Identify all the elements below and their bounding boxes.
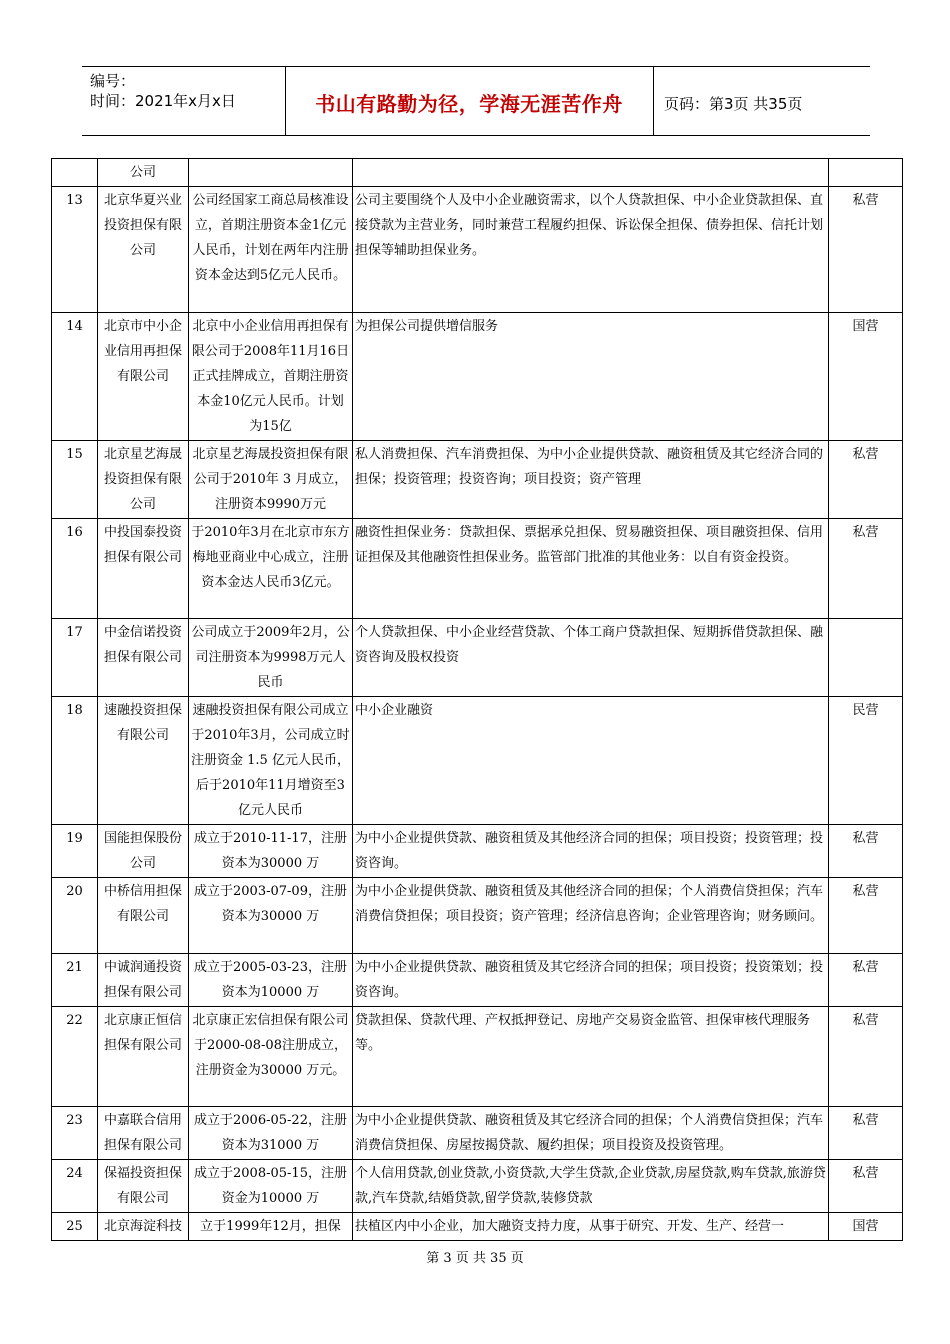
table-row [52,697,903,825]
row-number: 20 [52,878,98,954]
table-row [52,878,903,954]
table-row [52,954,903,1007]
table-row [52,159,903,187]
header-motto: 书山有路勤为径，学海无涯苦作舟 [315,92,623,116]
row-number: 18 [52,697,98,825]
company-name: 国能担保股份公司 [98,825,189,878]
company-name: 中嘉联合信用担保有限公司 [98,1107,189,1160]
company-intro: 立于1999年12月，担保 [189,1213,353,1241]
company-intro: 公司经国家工商总局核准设立，首期注册资本金1亿元人民币，计划在两年内注册资本金达到5亿元人民币。 [189,187,353,313]
business-scope [353,159,829,187]
company-intro: 成立于2008-05-15，注册资金为10000 万 [189,1160,353,1213]
company-name: 中金信诺投资担保有限公司 [98,619,189,697]
company-name: 北京星艺海晟投资担保有限公司 [98,441,189,519]
company-intro: 北京中小企业信用再担保有限公司于2008年11月16日正式挂牌成立，首期注册资本金10亿元人民币。计划为15亿 [189,313,353,441]
ownership-type: 私营 [829,954,903,1007]
ownership-type: 私营 [829,1160,903,1213]
header-divider [653,66,654,136]
company-intro: 于2010年3月在北京市东方梅地亚商业中心成立，注册资本金达人民币3亿元。 [189,519,353,619]
ownership-type: 私营 [829,825,903,878]
row-number: 25 [52,1213,98,1241]
company-table [51,158,903,1241]
company-intro [189,159,353,187]
row-number: 22 [52,1007,98,1107]
company-name: 保福投资担保有限公司 [98,1160,189,1213]
page-footer: 第 3 页 共 35 页 [426,1251,524,1266]
table-row [52,1213,903,1241]
ownership-type: 国营 [829,1213,903,1241]
business-scope: 中小企业融资 [353,697,829,825]
ownership-type: 国营 [829,313,903,441]
ownership-type: 私营 [829,441,903,519]
business-scope: 为担保公司提供增信服务 [353,313,829,441]
company-name: 中诚润通投资担保有限公司 [98,954,189,1007]
table-row [52,619,903,697]
business-scope: 贷款担保、贷款代理、产权抵押登记、房地产交易资金监管、担保审核代理服务等。 [353,1007,829,1107]
page-header [82,66,870,136]
row-number: 13 [52,187,98,313]
table-row [52,1160,903,1213]
number-label: 编号： [90,72,136,90]
row-number: 19 [52,825,98,878]
ownership-type [829,159,903,187]
ownership-type [829,619,903,697]
business-scope: 为中小企业提供贷款、融资租赁及其它经济合同的担保；个人消费信贷担保；汽车消费信贷担保、房屋按揭贷款、履约担保；项目投资及投资管理。 [353,1107,829,1160]
company-intro: 北京星艺海晟投资担保有限公司于2010年 3 月成立，注册资本9990万元 [189,441,353,519]
business-scope: 公司主要围绕个人及中小企业融资需求，以个人贷款担保、中小企业贷款担保、直接贷款为主营业务，同时兼营工程履约担保、诉讼保全担保、债券担保、信托计划担保等辅助担保业务。 [353,187,829,313]
business-scope: 私人消费担保、汽车消费担保、为中小企业提供贷款、融资租赁及其它经济合同的担保；投资管理；投资咨询；项目投资；资产管理 [353,441,829,519]
company-intro: 成立于2003-07-09，注册资本为30000 万 [189,878,353,954]
business-scope: 扶植区内中小企业，加大融资支持力度，从事于研究、开发、生产、经营一 [353,1213,829,1241]
row-number: 14 [52,313,98,441]
company-name: 北京海淀科技 [98,1213,189,1241]
table-row [52,825,903,878]
business-scope: 个人信用贷款,创业贷款,小资贷款,大学生贷款,企业贷款,房屋贷款,购车贷款,旅游贷款,汽车贷款,结婚贷款,留学贷款,装修贷款 [353,1160,829,1213]
table-row [52,187,903,313]
business-scope: 为中小企业提供贷款、融资租赁及其他经济合同的担保；个人消费信贷担保；汽车消费信贷担保；项目投资；资产管理；经济信息咨询；企业管理咨询；财务顾问。 [353,878,829,954]
company-intro: 成立于2010-11-17，注册资本为30000 万 [189,825,353,878]
row-number [52,159,98,187]
company-name: 速融投资担保有限公司 [98,697,189,825]
header-meta [90,71,236,111]
header-page-info: 页码：第3页 共35页 [664,95,803,113]
table-row [52,313,903,441]
company-name: 公司 [98,159,189,187]
table-row [52,1007,903,1107]
table-row [52,441,903,519]
company-intro: 北京康正宏信担保有限公司于2000-08-08注册成立，注册资金为30000 万元。 [189,1007,353,1107]
table-row [52,1107,903,1160]
company-intro: 成立于2005-03-23，注册资本为10000 万 [189,954,353,1007]
header-top-rule [82,66,870,67]
ownership-type: 民营 [829,697,903,825]
company-name: 中桥信用担保有限公司 [98,878,189,954]
business-scope: 融资性担保业务：贷款担保、票据承兑担保、贸易融资担保、项目融资担保、信用证担保及其他融资性担保业务。监管部门批准的其他业务：以自有资金投资。 [353,519,829,619]
table-row [52,519,903,619]
row-number: 23 [52,1107,98,1160]
ownership-type: 私营 [829,878,903,954]
business-scope: 为中小企业提供贷款、融资租赁及其他经济合同的担保；项目投资；投资管理；投资咨询。 [353,825,829,878]
company-intro: 公司成立于2009年2月，公司注册资本为9998万元人民币 [189,619,353,697]
header-bottom-rule [82,135,870,136]
company-intro: 速融投资担保有限公司成立于2010年3月，公司成立时注册资金 1.5 亿元人民币，后于2010年11月增资至3亿元人民币 [189,697,353,825]
business-scope: 为中小企业提供贷款、融资租赁及其它经济合同的担保；项目投资；投资策划；投资咨询。 [353,954,829,1007]
company-name: 北京市中小企业信用再担保有限公司 [98,313,189,441]
company-name: 北京华夏兴业投资担保有限公司 [98,187,189,313]
ownership-type: 私营 [829,187,903,313]
row-number: 16 [52,519,98,619]
time-label: 时间：2021年x月x日 [90,92,236,110]
row-number: 21 [52,954,98,1007]
business-scope: 个人贷款担保、中小企业经营贷款、个体工商户贷款担保、短期拆借贷款担保、融资咨询及股权投资 [353,619,829,697]
row-number: 15 [52,441,98,519]
company-name: 中投国泰投资担保有限公司 [98,519,189,619]
company-name: 北京康正恒信担保有限公司 [98,1007,189,1107]
company-intro: 成立于2006-05-22，注册资本为31000 万 [189,1107,353,1160]
row-number: 24 [52,1160,98,1213]
ownership-type: 私营 [829,1107,903,1160]
ownership-type: 私营 [829,519,903,619]
ownership-type: 私营 [829,1007,903,1107]
row-number: 17 [52,619,98,697]
